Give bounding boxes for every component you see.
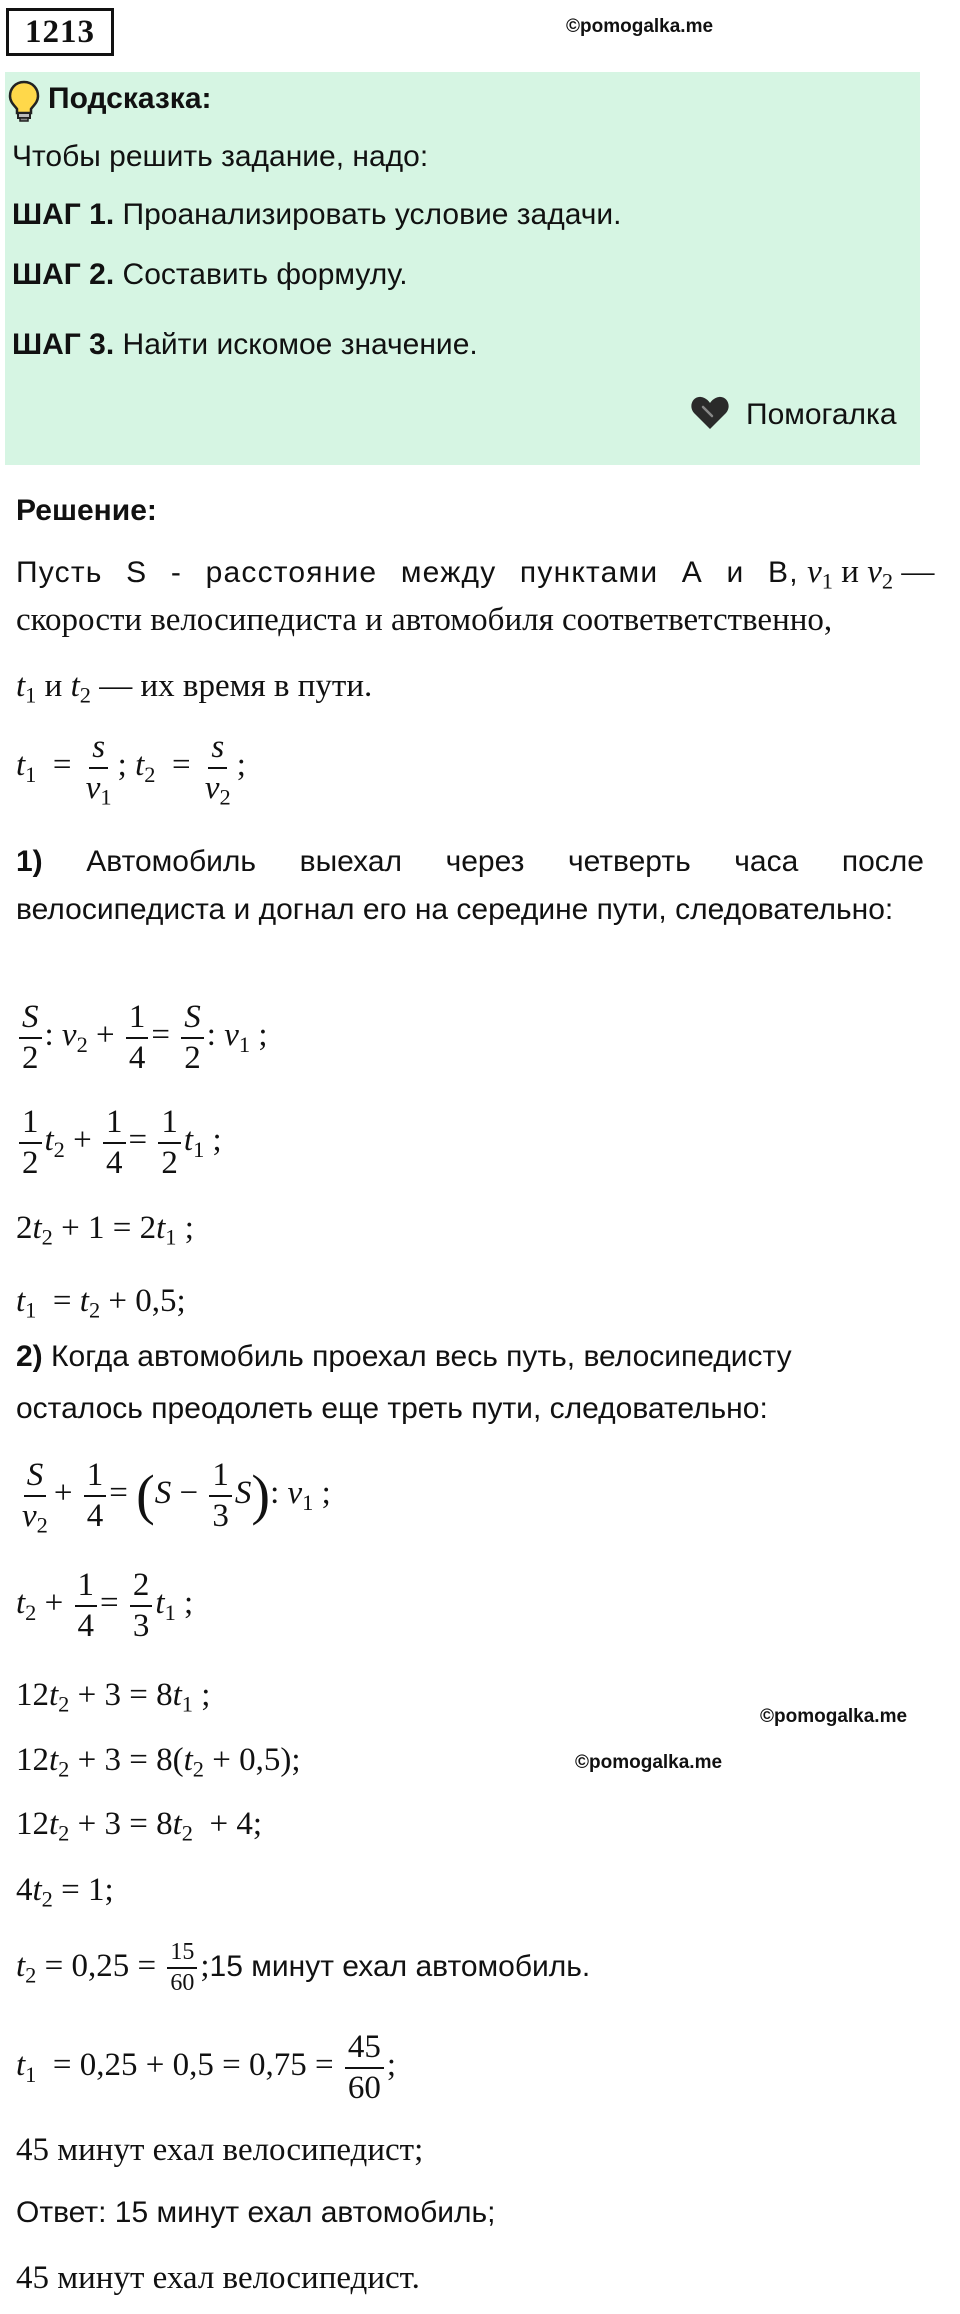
hint-step-label: ШАГ 3.: [12, 328, 115, 361]
solution-heading: Решение:: [16, 494, 157, 527]
eq-9: $12t_2 + 3 = 8t_2 + 4$;: [16, 1806, 263, 1846]
hint-step-text: Найти искомое значение.: [122, 328, 478, 361]
eq-7: $12t_2 + 3 = 8t_1$ ;: [16, 1677, 211, 1717]
answer-line-2: 45 минут ехал велосипедист.: [16, 2260, 420, 2296]
cyclist-line: 45 минут ехал велосипедист;: [16, 2132, 424, 2168]
eq-4: $t_1 = t_2 + 0,5$;: [16, 1283, 186, 1323]
hint-step-2: [12, 258, 408, 292]
watermark-middle: ©pomogalka.me: [575, 1752, 723, 1773]
answer-line-1: Ответ: 15 минут ехал автомобиль;: [16, 2196, 496, 2229]
intro-line-3: $t_1$ и $t_2$ — их время в пути.: [16, 668, 373, 708]
eq-11: $t_2 = 0,25$ = $\frac{15}{60}$ ;15 минут ехал автомобиль.: [16, 1939, 591, 1997]
dash: —: [901, 554, 935, 590]
step2-text-1: Когда автомобиль проехал весь путь, велосипедисту: [51, 1340, 792, 1373]
heart-icon: [690, 395, 730, 431]
formula-times: $t_1$ = $\frac{s}{v_1}$ ; $t_2$ = $\frac{s}{v_2}$ ;: [16, 729, 246, 810]
hint-step-label: ШАГ 1.: [12, 198, 115, 231]
eq-5: $\frac{S}{v_2}$ + $\frac{1}{4}$ = (S − $\frac{1}{3}$ S): $v_1$ ;: [22, 1457, 331, 1538]
hint-brand: Помогалка: [746, 398, 897, 431]
eq-10: $4t_2 = 1$;: [16, 1872, 114, 1912]
intro-line-2: скорости велосипедиста и автомобиля соответветственно,: [16, 602, 833, 638]
eq-12: $t_1 = 0,25 + 0,5 = 0,75$ = $\frac{45}{60}$ ;: [16, 2029, 397, 2106]
intro-time-text: — их время в пути.: [99, 668, 373, 704]
t2-comment: 15 минут ехал автомобиль.: [209, 1949, 591, 1983]
and-word: и: [44, 668, 63, 704]
step2-label: 2): [16, 1340, 43, 1373]
task-number: 1213: [6, 8, 114, 56]
hint-title: Подсказка:: [48, 82, 212, 115]
eq-3: $2t_2 + 1 = 2t_1$ ;: [16, 1210, 194, 1250]
eq-6: $t_2$ + $\frac{1}{4}$ = $\frac{2}{3}$ $t_1$ ;: [16, 1567, 194, 1644]
eq-1: $\frac{S}{2}$ : $v_2$ + $\frac{1}{4}$ = $\frac{S}{2}$ : $v_1$ ;: [16, 1000, 268, 1075]
hint-step-1: [12, 198, 621, 232]
step1-text: Автомобиль выехал через четверть часа после велосипедиста и догнал его на середине пути, следовательно:: [16, 845, 924, 926]
hint-step-text: Проанализировать условие задачи.: [122, 198, 622, 231]
eq-8: $12t_2 + 3 = 8(t_2 + 0,5)$;: [16, 1742, 301, 1782]
intro-speeds: $v_1$ и $v_2$ —: [807, 554, 935, 594]
lightbulb-icon: [8, 80, 40, 122]
eq-2: $\frac{1}{2}$ $t_2$ + $\frac{1}{4}$ = $\frac{1}{2}$ $t_1$ ;: [16, 1105, 222, 1180]
step1-paragraph: [16, 838, 924, 934]
hint-step-text: Составить формулу.: [122, 258, 408, 291]
step1-label: 1): [16, 845, 43, 878]
watermark-top: ©pomogalka.me: [566, 16, 714, 37]
intro-line-1: [16, 554, 935, 594]
hint-step-label: ШАГ 2.: [12, 258, 115, 291]
step2-line-1: [16, 1340, 792, 1374]
watermark-right: ©pomogalka.me: [760, 1706, 908, 1727]
hint-step-3: [12, 328, 478, 362]
and-word: и: [841, 554, 859, 590]
intro-text: Пусть S - расстояние между пунктами А и В,: [16, 556, 799, 589]
step2-text-2: осталось преодолеть еще треть пути, следовательно:: [16, 1392, 768, 1425]
hint-intro: Чтобы решить задание, надо:: [12, 140, 429, 173]
